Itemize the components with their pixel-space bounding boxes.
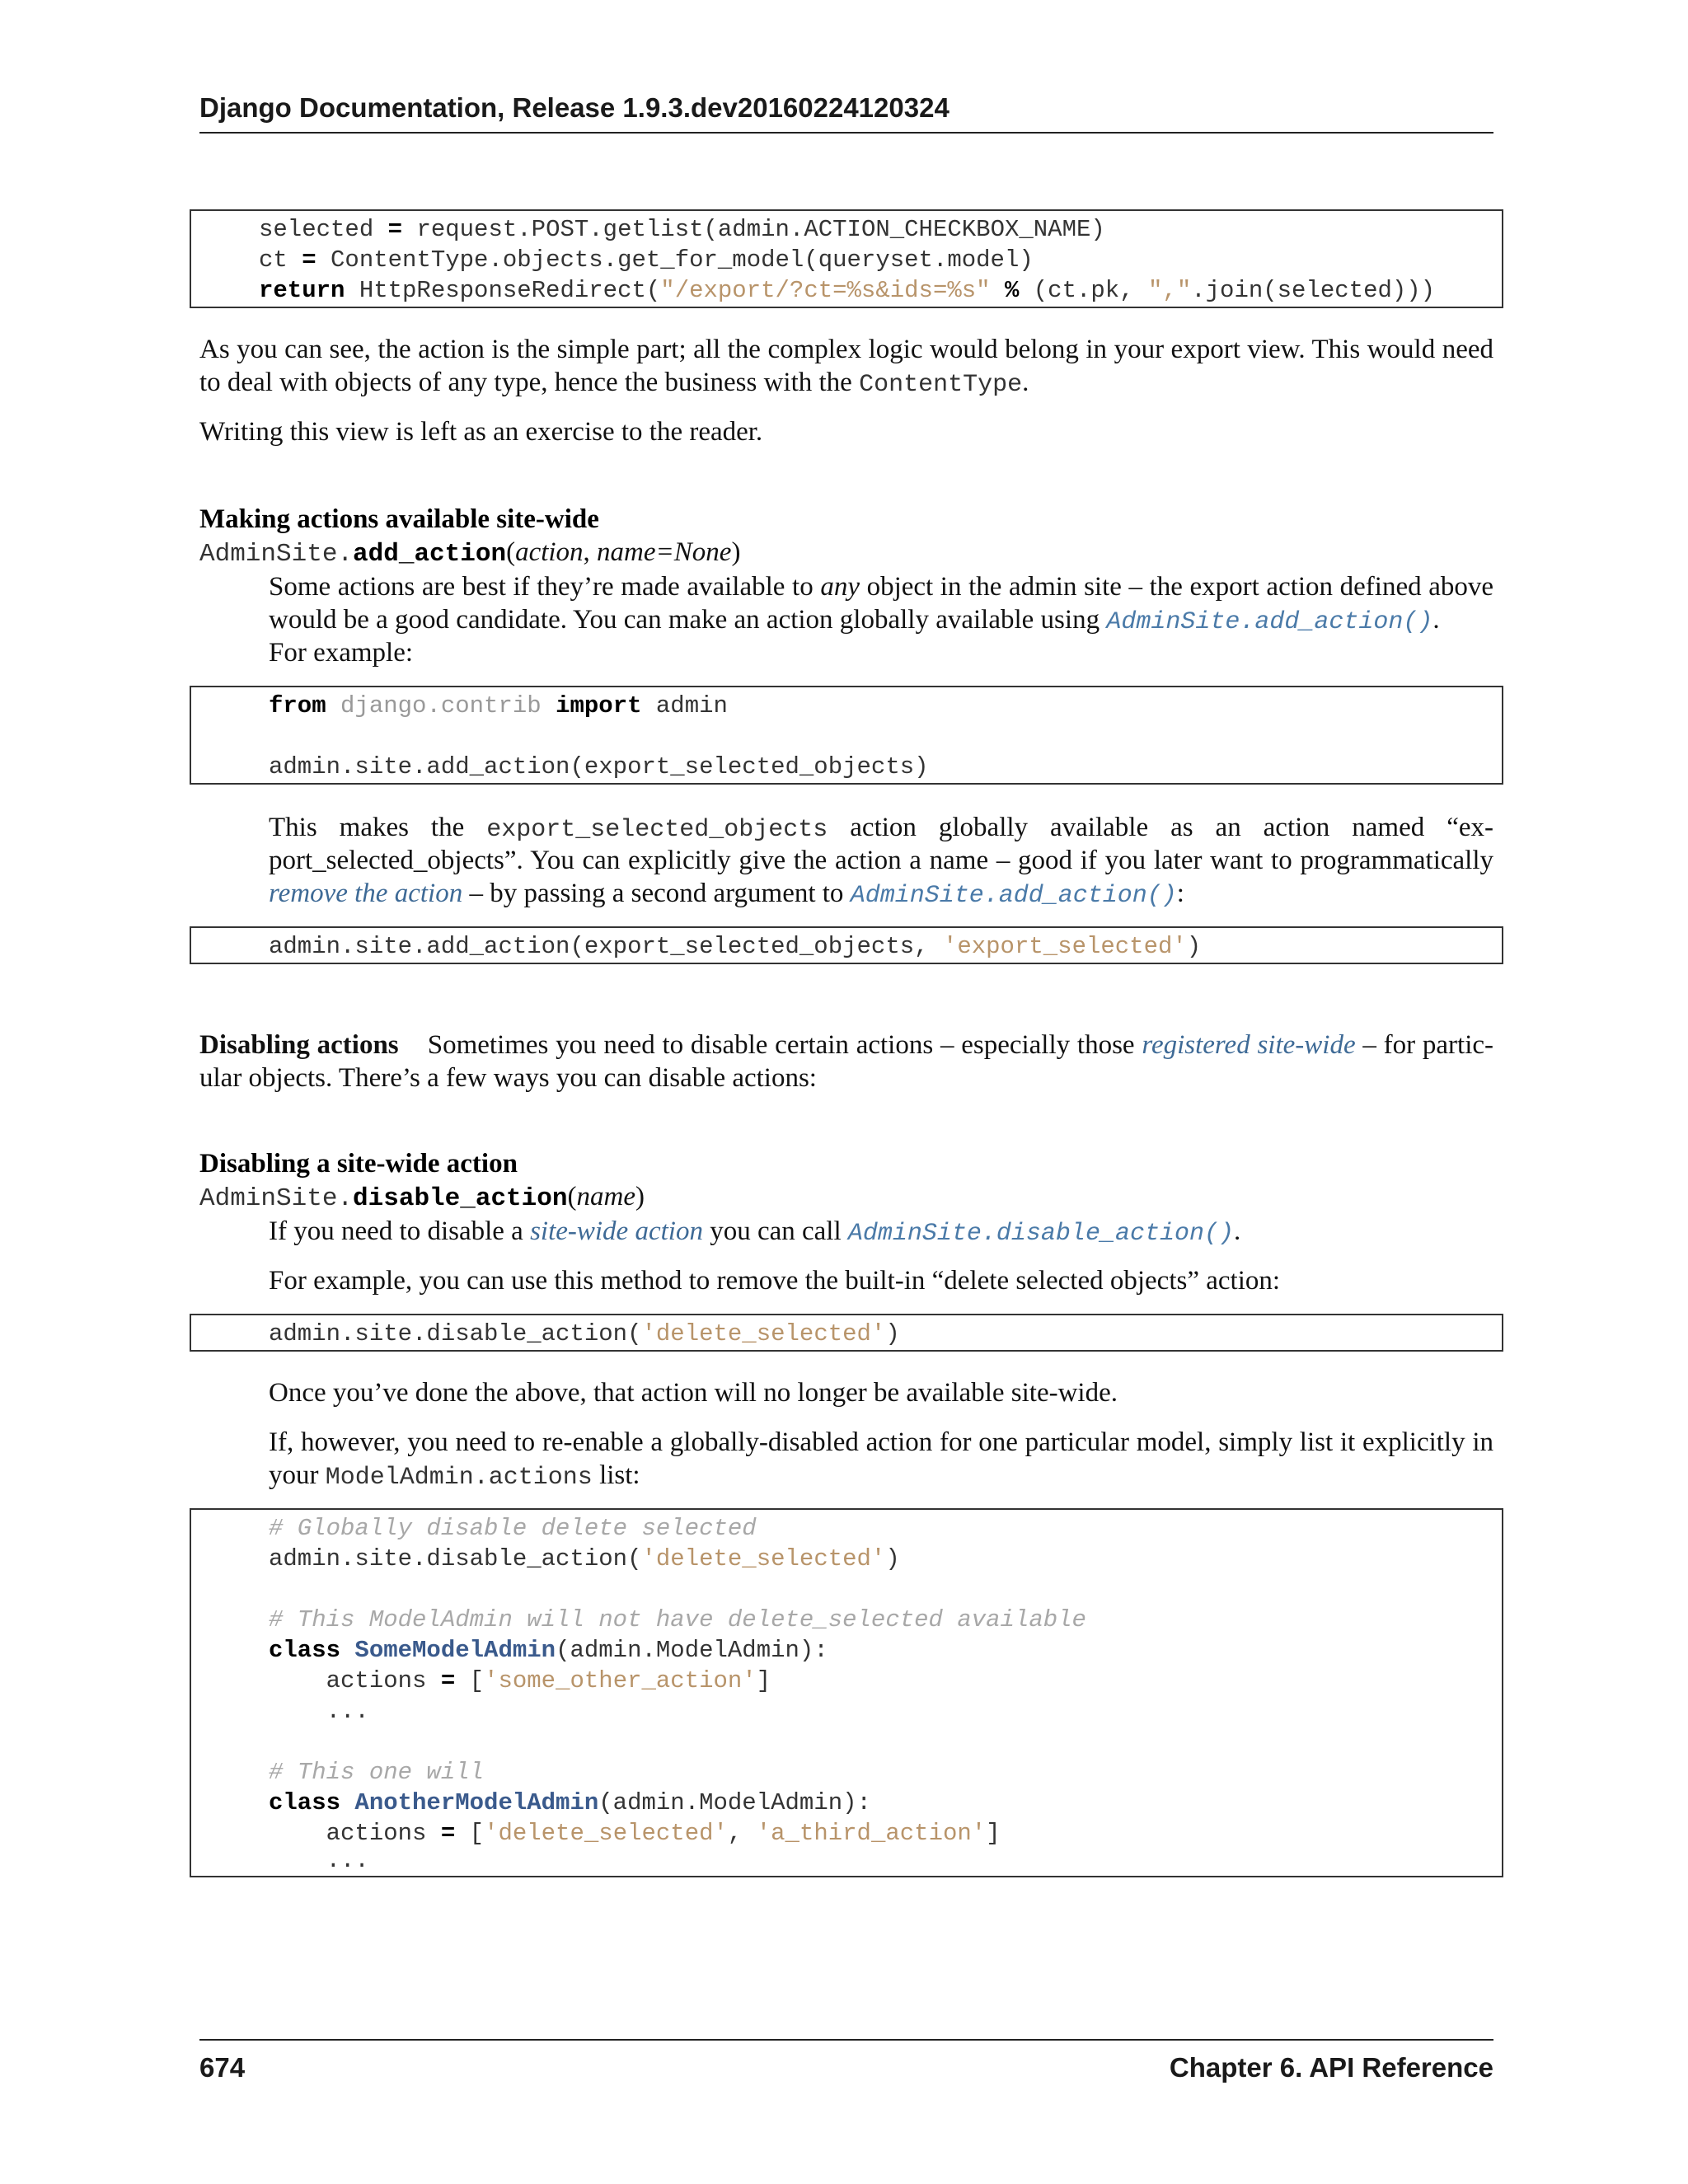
chapter-title: Chapter 6. API Reference — [1169, 2052, 1493, 2083]
paragraph: ular objects. There’s a few ways you can disable actions: — [199, 1063, 817, 1093]
code-comment: # Globally disable delete selected — [269, 1515, 757, 1542]
paragraph: to deal with objects of any type, hence the business with the ContentType. — [199, 368, 1029, 399]
header-title: Django Documentation, Release 1.9.3.dev20160224120324 — [199, 92, 950, 123]
page-footer — [199, 2039, 1493, 2083]
code-line: admin.site.add_action(export_selected_objects) — [269, 753, 929, 780]
code-line: admin.site.add_action(export_selected_objects, 'export_selected') — [269, 933, 1202, 960]
code-block-add-action — [190, 686, 1503, 785]
code-block-model-admin-actions — [190, 1508, 1503, 1877]
code-comment: # This ModelAdmin will not have delete_selected available — [269, 1606, 1086, 1633]
paragraph: As you can see, the action is the simple part; all the complex logic would belong in your export view. This would need — [199, 335, 1493, 364]
code-line: actions = ['delete_selected', 'a_third_action'] — [269, 1820, 1001, 1847]
paragraph: For example: — [269, 638, 414, 668]
paragraph: your ModelAdmin.actions list: — [269, 1460, 640, 1492]
paragraph: For example, you can use this method to remove the built-in “delete selected objects” action: — [269, 1266, 1281, 1296]
code-line: selected = request.POST.getlist(admin.ACTION_CHECKBOX_NAME) — [259, 216, 1105, 243]
code-line: admin.site.disable_action('delete_selected') — [269, 1545, 900, 1572]
section-heading: Disabling a site-wide action — [199, 1149, 518, 1179]
page-header — [199, 92, 1493, 134]
link-remove-the-action[interactable]: remove the action — [269, 879, 463, 908]
paragraph: Once you’ve done the above, that action will no longer be available site-wide. — [269, 1378, 1118, 1408]
link-site-wide-action[interactable]: site-wide action — [530, 1216, 703, 1246]
paragraph: Disabling actions Sometimes you need to disable certain actions – especially those registered site-wide – for partic- — [199, 1030, 1493, 1060]
code-line: ... — [269, 1847, 369, 1874]
paragraph: If you need to disable a site-wide action you can call AdminSite.disable_action(). — [269, 1216, 1241, 1248]
code-line: actions = ['some_other_action'] — [269, 1667, 771, 1694]
method-signature-add-action: AdminSite.add_action(action, name=None) — [199, 537, 741, 569]
paragraph: Writing this view is left as an exercise to the reader. — [199, 417, 763, 447]
code-comment: # This one will — [269, 1759, 485, 1786]
method-signature-disable-action: AdminSite.disable_action(name) — [199, 1182, 645, 1213]
link-adminsite-disable-action[interactable]: AdminSite.disable_action() — [847, 1220, 1234, 1248]
code-block-export-redirect — [190, 209, 1503, 308]
code-line: ... — [269, 1698, 369, 1725]
code-block-add-action-named — [190, 926, 1503, 964]
code-line: return HttpResponseRedirect("/export/?ct=%s&ids=%s" % (ct.pk, ",".join(selected))) — [259, 277, 1436, 304]
code-line: class AnotherModelAdmin(admin.ModelAdmin): — [269, 1789, 871, 1816]
paragraph: Some actions are best if they’re made available to any object in the admin site – the export action defined above — [269, 572, 1493, 602]
page-number: 674 — [199, 2052, 246, 2083]
paragraph: If, however, you need to re-enable a globally-disabled action for one particular model, simply list it explicitly in — [269, 1427, 1493, 1457]
link-adminsite-add-action[interactable]: AdminSite.add_action() — [850, 882, 1177, 910]
paragraph: This makes the export_selected_objects action globally available as an action named “ex- — [269, 813, 1493, 844]
code-block-disable-action — [190, 1314, 1503, 1352]
paragraph: remove the action – by passing a second argument to AdminSite.add_action(): — [269, 879, 1184, 910]
link-registered-site-wide[interactable]: registered site-wide — [1142, 1030, 1356, 1060]
section-heading: Making actions available site-wide — [199, 504, 599, 534]
paragraph: port_selected_objects”. You can explicitly give the action a name – good if you later want to programmatically — [269, 846, 1493, 875]
code-line: ct = ContentType.objects.get_for_model(queryset.model) — [259, 246, 1034, 274]
code-line: class SomeModelAdmin(admin.ModelAdmin): — [269, 1637, 828, 1664]
code-line: admin.site.disable_action('delete_selected') — [269, 1320, 900, 1347]
code-line: from django.contrib import admin — [269, 692, 728, 719]
paragraph: would be a good candidate. You can make an action globally available using AdminSite.add_action(). — [269, 605, 1440, 636]
link-adminsite-add-action[interactable]: AdminSite.add_action() — [1106, 608, 1433, 636]
